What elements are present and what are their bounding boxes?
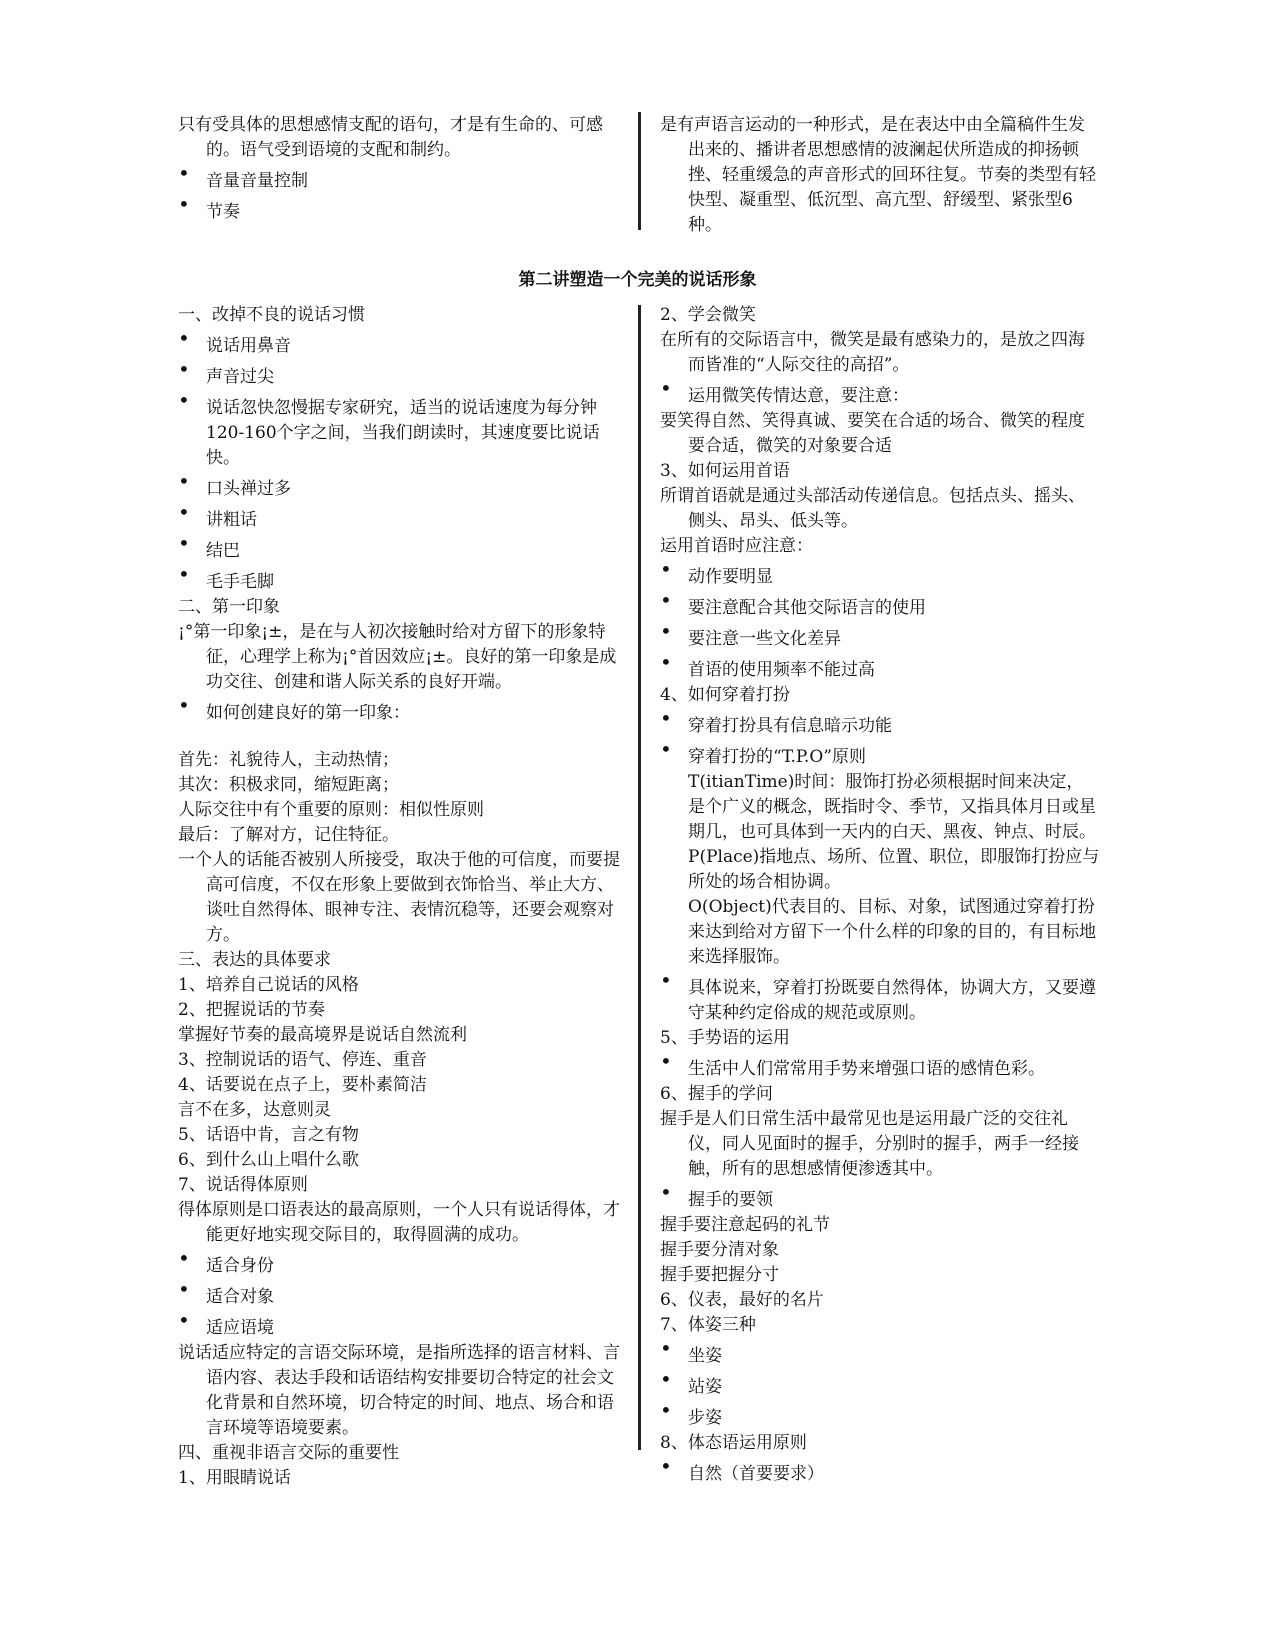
top-left-column: [178, 113, 620, 225]
bullet-item: • 穿着打扮具有信息暗示功能: [660, 708, 1100, 739]
paragraph: 握手要注意起码的礼节: [660, 1215, 830, 1235]
paragraph: ¡°第一印象¡±，是在与人初次接触时给对方留下的形象特征，心理学上称为¡°首因效应¡±。良好的第一印象是成功交往、创建和谐人际关系的良好开端。: [178, 622, 617, 692]
paragraph: 其次：积极求同，缩短距离；: [178, 775, 399, 795]
bullet-item: • 握手的要领: [660, 1182, 1100, 1213]
bullet-item: • 适合身份: [178, 1248, 620, 1279]
paragraph: 一、改掉不良的说话习惯: [178, 305, 365, 325]
paragraph: 得体原则是口语表达的最高原则，一个人只有说话得体，才能更好地实现交际目的，取得圆满的成功。: [178, 1200, 620, 1245]
bullet-item: • 首语的使用频率不能过高: [660, 652, 1100, 683]
bullet-item: • 要注意一些文化差异: [660, 621, 1100, 652]
paragraph: 四、重视非语言交际的重要性: [178, 1443, 399, 1463]
paragraph: 握手要分清对象: [660, 1240, 779, 1260]
paragraph: 4、如何穿着打扮: [660, 685, 790, 705]
paragraph: 4、话要说在点子上，要朴素简洁: [178, 1075, 427, 1095]
paragraph: 人际交往中有个重要的原则：相似性原则: [178, 800, 484, 820]
bullet-item: • 坐姿: [660, 1338, 1100, 1369]
paragraph: 掌握好节奏的最高境界是说话自然流利: [178, 1025, 467, 1045]
bullet-item: • 讲粗话: [178, 502, 620, 533]
paragraph: 二、第一印象: [178, 597, 280, 617]
paragraph: 一个人的话能否被别人所接受，取决于他的可信度，而要提高可信度，不仅在形象上要做到衣饰恰当、举止大方、谈吐自然得体、眼神专注、表情沉稳等，还要会观察对方。: [178, 850, 620, 945]
paragraph: 三、表达的具体要求: [178, 950, 331, 970]
paragraph: 6、仪表，最好的名片: [660, 1290, 824, 1310]
paragraph: 只有受具体的思想感情支配的语句，才是有生命的、可感的。语气受到语境的支配和制约。: [178, 115, 603, 160]
paragraph: 2、学会微笑: [660, 305, 756, 325]
section-heading: 第二讲塑造一个完美的说话形象: [518, 270, 757, 290]
paragraph: 所谓首语就是通过头部活动传递信息。包括点头、摇头、侧头、昂头、低头等。: [660, 486, 1085, 531]
main-column-divider: [638, 305, 641, 1450]
paragraph: 在所有的交际语言中，微笑是最有感染力的，是放之四海而皆准的“人际交往的高招”。: [660, 330, 1085, 375]
indented-paragraph: P(Place)指地点、场所、位置、职位，即服饰打扮应与所处的场合相协调。: [688, 847, 1100, 892]
bullet-item: • 结巴: [178, 533, 620, 564]
main-right-column: [660, 303, 1100, 1487]
bullet-item: • 音量音量控制: [178, 163, 620, 194]
paragraph: 最后：了解对方，记住特征。: [178, 825, 399, 845]
bullet-item: • 如何创建良好的第一印象：: [178, 695, 620, 726]
paragraph: 3、如何运用首语: [660, 461, 790, 481]
bullet-item: • 适应语境: [178, 1310, 620, 1341]
paragraph: 8、体态语运用原则: [660, 1433, 807, 1453]
bullet-item: • 适合对象: [178, 1279, 620, 1310]
paragraph: 言不在多，达意则灵: [178, 1100, 331, 1120]
paragraph: 1、培养自己说话的风格: [178, 975, 359, 995]
bullet-item: • 穿着打扮的“T.P.O”原则: [660, 739, 1100, 770]
paragraph: 首先：礼貌待人，主动热情；: [178, 750, 399, 770]
bullet-item: • 站姿: [660, 1369, 1100, 1400]
paragraph: 6、到什么山上唱什么歌: [178, 1150, 359, 1170]
bullet-item: • 步姿: [660, 1400, 1100, 1431]
paragraph: 要笑得自然、笑得真诚、要笑在合适的场合、微笑的程度要合适，微笑的对象要合适: [660, 411, 1085, 456]
bullet-item: • 口头禅过多: [178, 471, 620, 502]
bullet-item: • 自然（首要要求）: [660, 1456, 1100, 1487]
paragraph: 5、手势语的运用: [660, 1028, 790, 1048]
bullet-item: • 节奏: [178, 194, 620, 225]
paragraph: 说话适应特定的言语交际环境，是指所选择的语言材料、言语内容、表达手段和话语结构安排要切合特定的社会文化背景和自然环境，切合特定的时间、地点、场合和语言环境等语境要素。: [178, 1343, 620, 1438]
paragraph: 5、话语中肯，言之有物: [178, 1125, 359, 1145]
paragraph: 1、用眼睛说话: [178, 1468, 291, 1488]
bullet-item: • 动作要明显: [660, 559, 1100, 590]
paragraph: 7、说话得体原则: [178, 1175, 308, 1195]
paragraph: 运用首语时应注意：: [660, 536, 813, 556]
paragraph: 2、把握说话的节奏: [178, 1000, 325, 1020]
bullet-item: • 说话用鼻音: [178, 328, 620, 359]
bullet-item: • 说话忽快忽慢据专家研究，适当的说话速度为每分钟120-160个字之间，当我们朗读时，其速度要比说话快。: [178, 390, 620, 471]
spacer: [178, 726, 620, 748]
indented-paragraph: O(Object)代表目的、目标、对象，试图通过穿着打扮来达到给对方留下一个什么样的印象的目的，有目标地来选择服饰。: [688, 897, 1096, 967]
bullet-item: • 生活中人们常常用手势来增强口语的感情色彩。: [660, 1051, 1100, 1082]
paragraph: 握手是人们日常生活中最常见也是运用最广泛的交往礼仪，同人见面时的握手，分别时的握手，两手一经接触，所有的思想感情便渗透其中。: [660, 1109, 1079, 1179]
paragraph: 6、握手的学问: [660, 1084, 773, 1104]
bullet-item: • 要注意配合其他交际语言的使用: [660, 590, 1100, 621]
indented-paragraph: T(itianTime)时间：服饰打扮必须根据时间来决定，是个广义的概念，既指时令、季节，又指具体月日或星期几，也可具体到一天内的白天、黑夜、钟点、时辰。: [688, 772, 1096, 842]
paragraph: 7、体姿三种: [660, 1315, 756, 1335]
paragraph: 是有声语言运动的一种形式，是在表达中由全篇稿件生发出来的、播讲者思想感情的波澜起伏所造成的抑扬顿挫、轻重缓急的声音形式的回环往复。节奏的类型有轻快型、凝重型、低沉型、高亢型、舒缓型、紧张型6种。: [660, 115, 1096, 235]
paragraph: 握手要把握分寸: [660, 1265, 779, 1285]
bullet-item: • 运用微笑传情达意，要注意：: [660, 378, 1100, 409]
bullet-item: • 毛手毛脚: [178, 564, 620, 595]
top-column-divider: [638, 112, 641, 230]
main-left-column: [178, 303, 620, 1491]
paragraph: 3、控制说话的语气、停连、重音: [178, 1050, 427, 1070]
bullet-item: • 声音过尖: [178, 359, 620, 390]
top-right-column: [660, 113, 1100, 238]
bullet-item: • 具体说来，穿着打扮既要自然得体，协调大方，又要遵守某种约定俗成的规范或原则。: [660, 970, 1100, 1026]
